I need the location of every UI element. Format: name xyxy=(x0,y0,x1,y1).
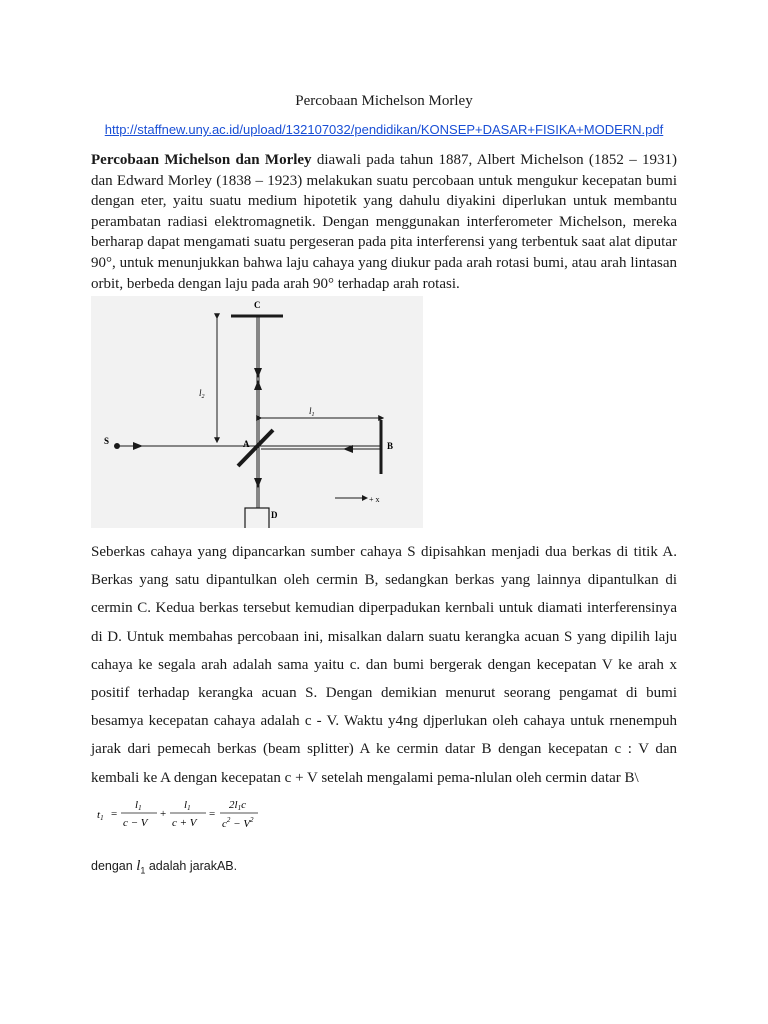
michelson-interferometer-diagram xyxy=(91,296,423,528)
foot-sub: 1 xyxy=(140,865,146,876)
f3-num-tail: c xyxy=(241,799,246,811)
svg-text:c2 − V2 xyxy=(222,816,254,830)
f3-den-sup1: 2 xyxy=(226,816,231,824)
intro-paragraph xyxy=(91,150,677,294)
f1-num-sub: 1 xyxy=(138,804,142,812)
f2-den: c + V xyxy=(172,817,197,829)
label-c: C xyxy=(254,300,261,310)
f1-num: l xyxy=(135,799,139,811)
foot-var: l xyxy=(136,858,141,874)
formula-eq2: = xyxy=(209,808,216,820)
formula-eq: = xyxy=(111,808,118,820)
intro-body: diawali pada tahun 1887, Albert Michelson (1852 – 1931) dan Edward Morley (1838 – 1923) melakukan suatu percobaan untuk mengukur kecepatan bumi dengan eter, yaitu suatu medium hipotetik yang dahulu diyakini diperlukan untuk membantu perambatan radiasi elektromagnetik. Dengan menggunakan interferometer Michelson, mereka berharap dapat mengamati suatu pergeseran pada pita interferensi yang terbentuk saat alat diputar 90°, untuk menunjukkan bahwa laju cahaya yang diukur pada arah rotasi bumi, atau arah lintasan orbit, berbeda dengan laju pada arah 90° terhadap arah rotasi. xyxy=(91,152,677,292)
svg-text:l1 xyxy=(135,799,142,812)
f3-num: 2l xyxy=(229,799,238,811)
label-l2: l xyxy=(199,388,202,398)
f3-den: c xyxy=(222,818,227,830)
svg-text:t1 xyxy=(97,809,104,822)
label-s: S xyxy=(104,436,110,446)
foot-suffix: adalah jarakAB. xyxy=(145,859,238,873)
f1-den: c − V xyxy=(123,817,148,829)
source-link[interactable]: http://staffnew.uny.ac.id/upload/132107032/pendidikan/KONSEP+DASAR+FISIKA+MODERN.pdf xyxy=(104,122,664,137)
time-formula xyxy=(91,790,291,836)
formula-lhs-sub: 1 xyxy=(100,814,104,822)
f3-den-sup2: 2 xyxy=(250,816,254,824)
f2-num: l xyxy=(184,799,188,811)
intro-bold-lead: Percobaan Michelson dan Morley xyxy=(91,152,312,168)
footnote-line xyxy=(91,858,237,876)
label-l1-sub: 1 xyxy=(311,412,315,418)
label-d: D xyxy=(271,510,278,520)
label-a: A xyxy=(243,439,250,449)
formula-lhs: t xyxy=(97,809,101,821)
label-b: B xyxy=(387,441,394,451)
formula-plus: + xyxy=(160,808,167,820)
label-l2-sub: 2 xyxy=(201,394,205,400)
f3-den-mid: − V xyxy=(230,818,251,830)
document-title: Percobaan Michelson Morley xyxy=(295,93,473,109)
foot-prefix: dengan xyxy=(91,859,137,873)
f3-num-sub: 1 xyxy=(237,804,242,812)
f2-num-sub: 1 xyxy=(187,804,191,812)
svg-text:2l1c xyxy=(229,799,246,812)
label-x: + x xyxy=(369,495,380,504)
label-l1: l xyxy=(309,406,312,416)
svg-text:l1 xyxy=(184,799,191,812)
explanation-paragraph: Seberkas cahaya yang dipancarkan sumber cahaya S dipisahkan menjadi dua berkas di titik A. Berkas yang satu dipantulkan oleh cermin B, sedangkan berkas yang lainnya dipantulkan di cermin C. Kedua berkas tersebut kemudian diperpadukan kernbali untuk diamati interferensinya di D. Untuk membahas percobaan ini, misalkan dalarn suatu kerangka acuan S yang dipilih laju cahaya ke segala arah adalah sama yaitu c. dan bumi bergerak dengan kecepatan V ke arah x positif terhadap kerangka acuan S. Dengan demikian menurut seorang pengamat di bumi besamya kecepatan cahaya adalah c - V. Waktu y4ng djperlukan oleh cahaya untuk rnenempuh jarak dari pemecah berkas (beam splitter) A ke cermin datar B dengan kecepatan c : V dan kembali ke A dengan kecepatan c + V setelah mengalami pema-nlulan oleh cermin datar B\ xyxy=(91,544,677,786)
